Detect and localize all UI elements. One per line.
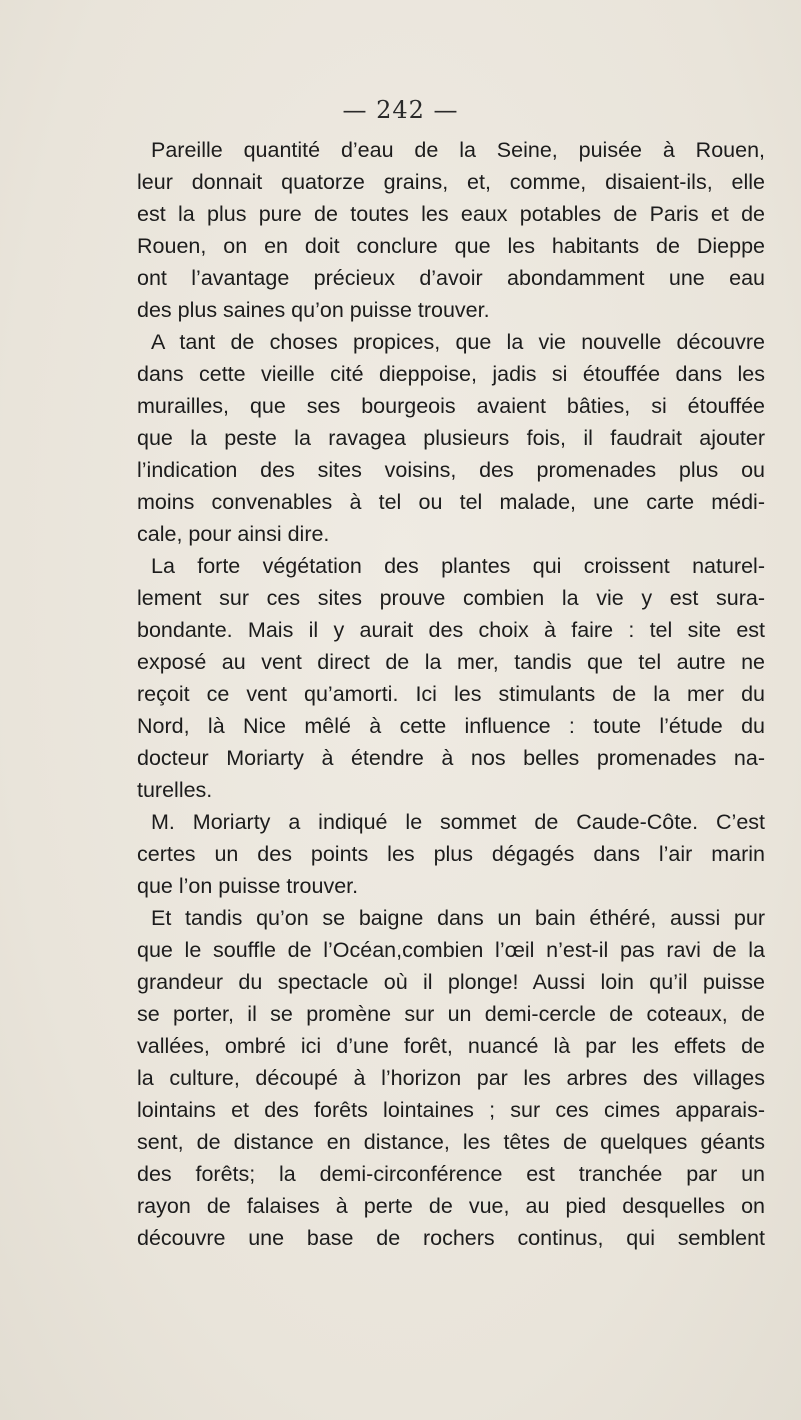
text-line: dans cette vieille cité dieppoise, jadis si étouffée dans les: [137, 362, 765, 386]
text-line: moins convenables à tel ou tel malade, une carte médi-: [137, 490, 765, 514]
text-line: lointains et des forêts lointaines ; sur ces cimes apparais-: [137, 1098, 765, 1122]
text-line: est la plus pure de toutes les eaux potables de Paris et de: [137, 202, 765, 226]
text-line: docteur Moriarty à étendre à nos belles promenades na-: [137, 746, 765, 770]
body-text: [137, 134, 765, 1254]
text-line: bondante. Mais il y aurait des choix à faire : tel site est: [137, 618, 765, 642]
text-line: reçoit ce vent qu’amorti. Ici les stimulants de la mer du: [137, 682, 765, 706]
text-line: la culture, découpé à l’horizon par les arbres des villages: [137, 1066, 765, 1090]
text-line: grandeur du spectacle où il plonge! Aussi loin qu’il puisse: [137, 970, 765, 994]
text-line: murailles, que ses bourgeois avaient bâties, si étouffée: [137, 394, 765, 418]
text-line: La forte végétation des plantes qui croissent naturel-: [151, 554, 765, 578]
text-line: que l’on puisse trouver.: [137, 874, 359, 898]
text-line: Pareille quantité d’eau de la Seine, puisée à Rouen,: [151, 138, 765, 162]
text-line: sent, de distance en distance, les têtes de quelques géants: [137, 1130, 765, 1154]
text-line: A tant de choses propices, que la vie nouvelle découvre: [151, 330, 765, 354]
text-line: découvre une base de rochers continus, qui semblent: [137, 1226, 765, 1250]
text-line: certes un des points les plus dégagés dans l’air marin: [137, 842, 765, 866]
text-line: leur donnait quatorze grains, et, comme, disaient-ils, elle: [137, 170, 765, 194]
text-line: ont l’avantage précieux d’avoir abondamment une eau: [137, 266, 765, 290]
text-line: vallées, ombré ici d’une forêt, nuancé là par les effets de: [137, 1034, 765, 1058]
text-line: Nord, là Nice mêlé à cette influence : toute l’étude du: [137, 714, 765, 738]
text-line: cale, pour ainsi dire.: [137, 522, 330, 546]
page-number: — 242 —: [342, 96, 459, 124]
text-line: rayon de falaises à perte de vue, au pied desquelles on: [137, 1194, 765, 1218]
text-line: turelles.: [137, 778, 213, 802]
text-line: que la peste la ravagea plusieurs fois, il faudrait ajouter: [137, 426, 765, 450]
text-line: l’indication des sites voisins, des promenades plus ou: [137, 458, 765, 482]
text-line: Rouen, on en doit conclure que les habitants de Dieppe: [137, 234, 765, 258]
text-line: des forêts; la demi-circonférence est tranchée par un: [137, 1162, 765, 1186]
text-line: Et tandis qu’on se baigne dans un bain éthéré, aussi pur: [151, 906, 765, 930]
text-line: exposé au vent direct de la mer, tandis que tel autre ne: [137, 650, 765, 674]
text-line: des plus saines qu’on puisse trouver.: [137, 298, 490, 322]
text-line: lement sur ces sites prouve combien la vie y est sura-: [137, 586, 765, 610]
text-line: que le souffle de l’Océan,combien l’œil n’est-il pas ravi de la: [137, 938, 765, 962]
text-line: M. Moriarty a indiqué le sommet de Caude-Côte. C’est: [151, 810, 765, 834]
text-line: se porter, il se promène sur un demi-cercle de coteaux, de: [137, 1002, 765, 1026]
